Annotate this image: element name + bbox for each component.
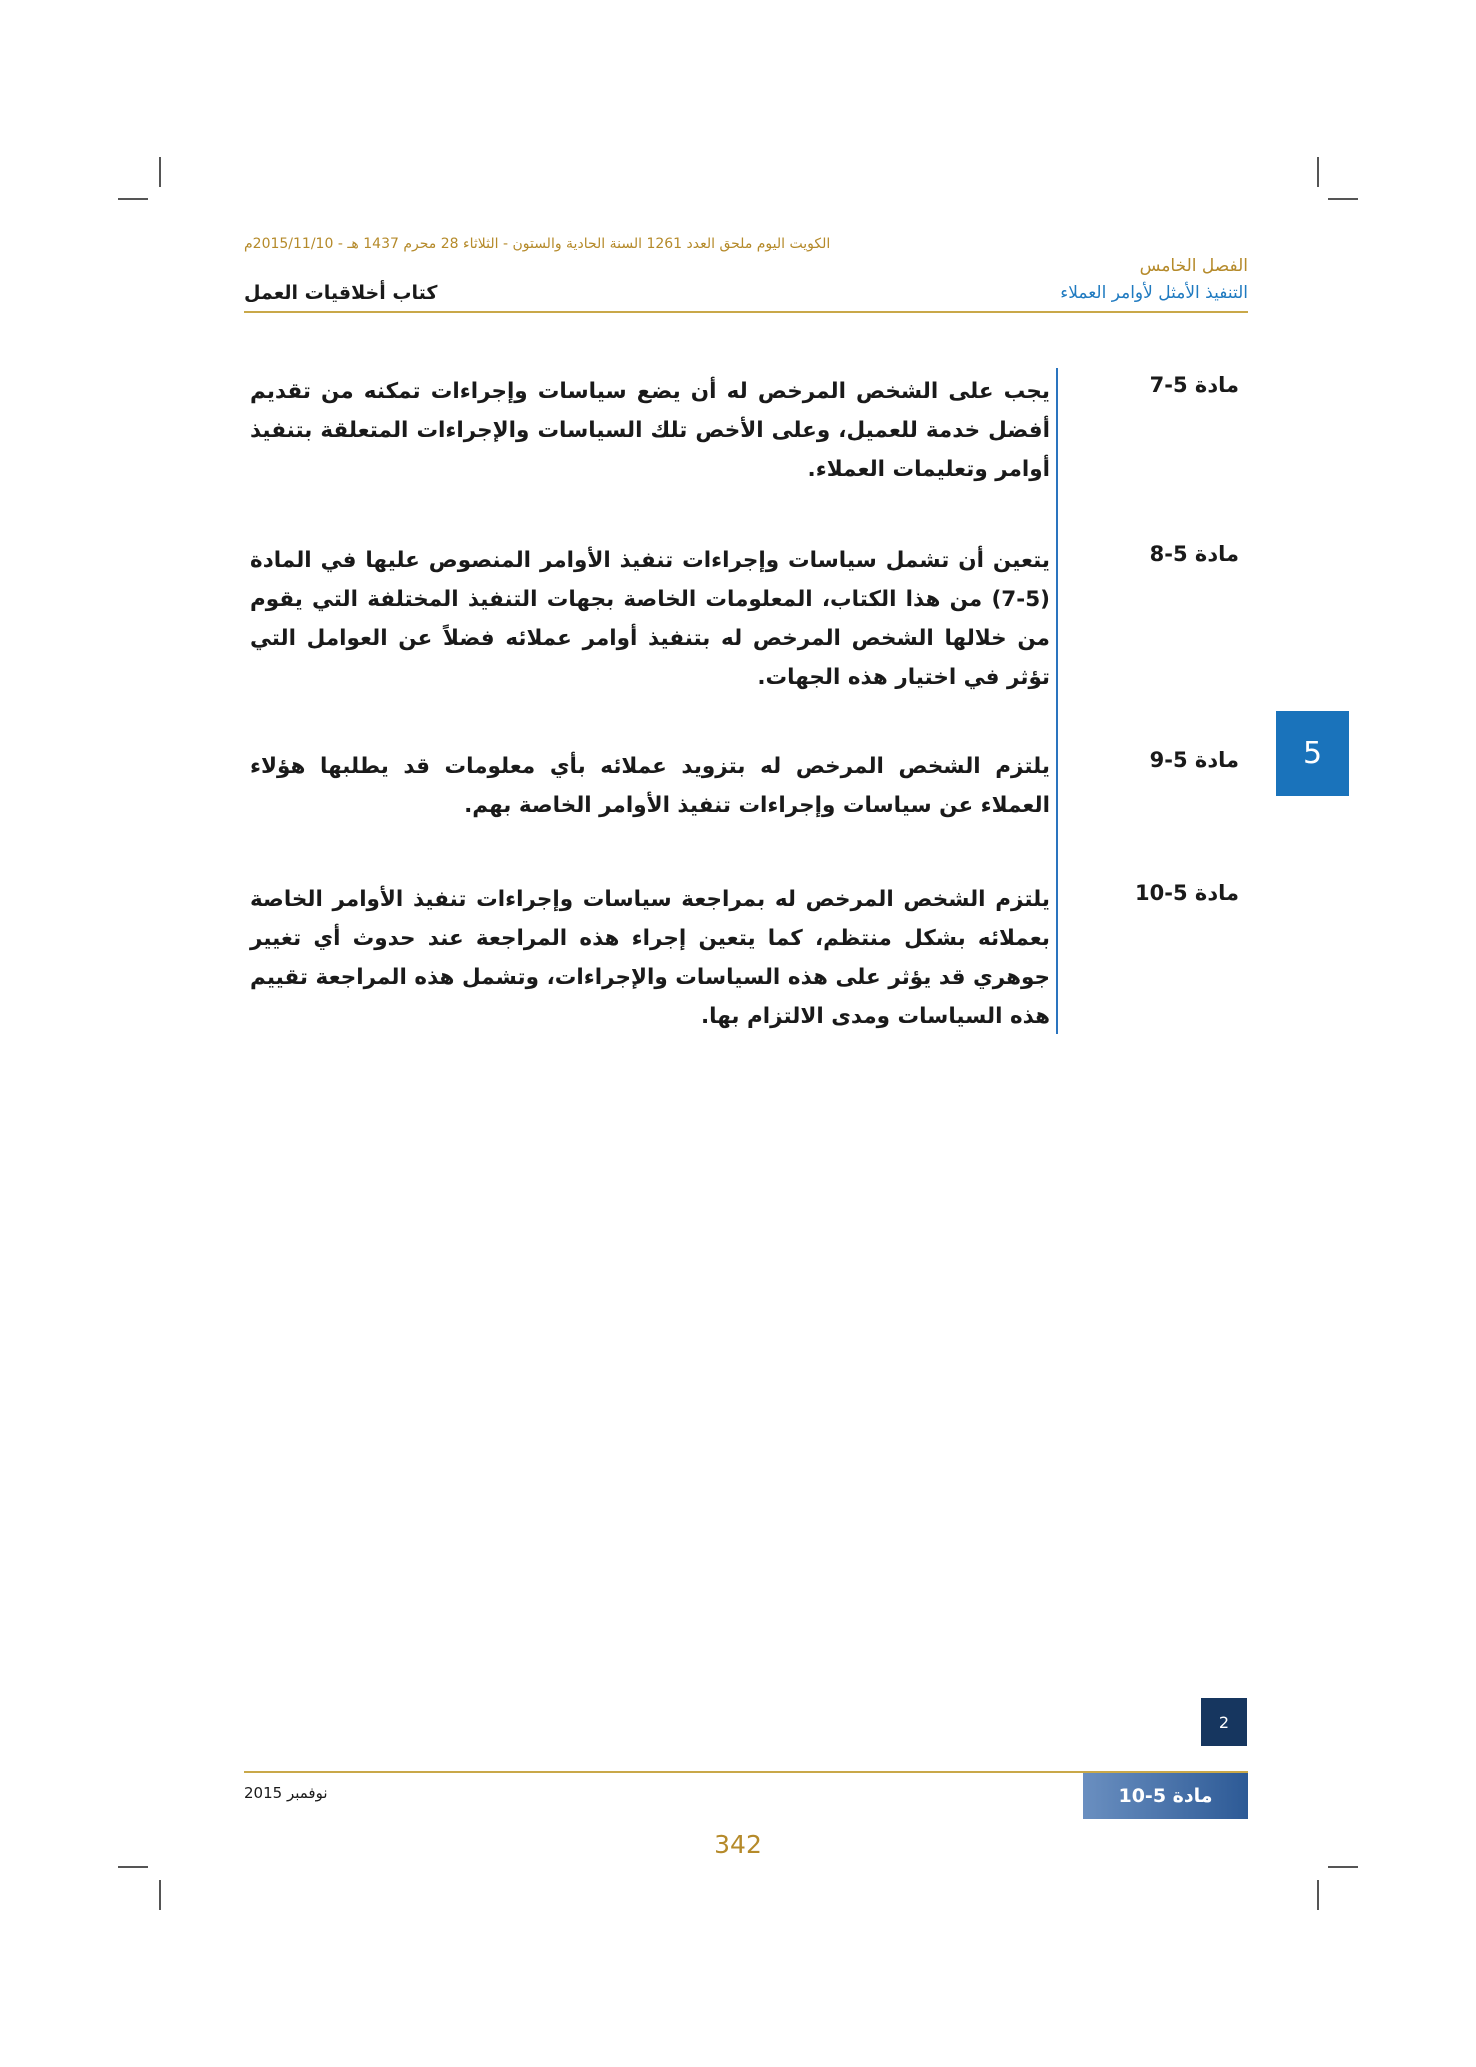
chapter-label: الفصل الخامس — [1139, 256, 1248, 276]
page-number: 342 — [714, 1830, 762, 1859]
footer-date: نوفمبر 2015 — [244, 1784, 328, 1802]
chapter-side-tab: 5 — [1276, 711, 1349, 796]
article-text: يلتزم الشخص المرخص له بمراجعة سياسات وإجراءات تنفيذ الأوامر الخاصة بعملائه بشكل منتظم، كما يتعين إجراء هذه المراجعة عند حدوث أي تغيير جوهري قد يؤثر على هذه السياسات والإجراءات، وتشمل هذه المراجعة تقييم هذه السياسات ومدى الالتزام بها. — [250, 887, 1050, 1029]
article-label: مادة 5-10 — [1135, 881, 1239, 905]
crop-mark — [1328, 1866, 1358, 1868]
header-rule — [244, 311, 1248, 313]
crop-mark — [118, 1866, 148, 1868]
crop-mark — [1317, 1880, 1319, 1910]
crop-mark — [118, 198, 148, 200]
crop-mark — [159, 157, 161, 187]
article-text: يتعين أن تشمل سياسات وإجراءات تنفيذ الأوامر المنصوص عليها في المادة (5-7) من هذا الكتاب، المعلومات الخاصة بجهات التنفيذ المختلفة التي يقوم من خلالها الشخص المرخص له بتنفيذ أوامر عملائه فضلاً عن العوامل التي تؤثر في اختيار هذه الجهات. — [250, 548, 1050, 690]
article-label: مادة 5-8 — [1149, 542, 1239, 566]
article-text: يجب على الشخص المرخص له أن يضع سياسات وإجراءات تمكنه من تقديم أفضل خدمة للعميل، وعلى الأخص تلك السياسات والإجراءات المتعلقة بتنفيذ أوامر وتعليمات العملاء. — [250, 379, 1050, 482]
crop-mark — [159, 1880, 161, 1910]
article-label: مادة 5-9 — [1149, 748, 1239, 772]
article-label: مادة 5-7 — [1149, 373, 1239, 397]
page-box: 2 — [1201, 1698, 1247, 1746]
crop-mark — [1317, 157, 1319, 187]
header-source-line: الكويت اليوم ملحق العدد 1261 السنة الحادية والستون - الثلاثاء 28 محرم 1437 هـ - 2015/11/10م — [244, 236, 831, 252]
chapter-title: التنفيذ الأمثل لأوامر العملاء — [1060, 283, 1248, 303]
article-text: يلتزم الشخص المرخص له بتزويد عملائه بأي معلومات قد يطلبها هؤلاء العملاء عن سياسات وإجراءات تنفيذ الأوامر الخاصة بهم. — [250, 754, 1050, 818]
crop-mark — [1328, 198, 1358, 200]
book-title: كتاب أخلاقيات العمل — [244, 282, 438, 304]
footer-article-tab: مادة 5-10 — [1083, 1773, 1248, 1819]
column-divider — [1056, 368, 1058, 1034]
